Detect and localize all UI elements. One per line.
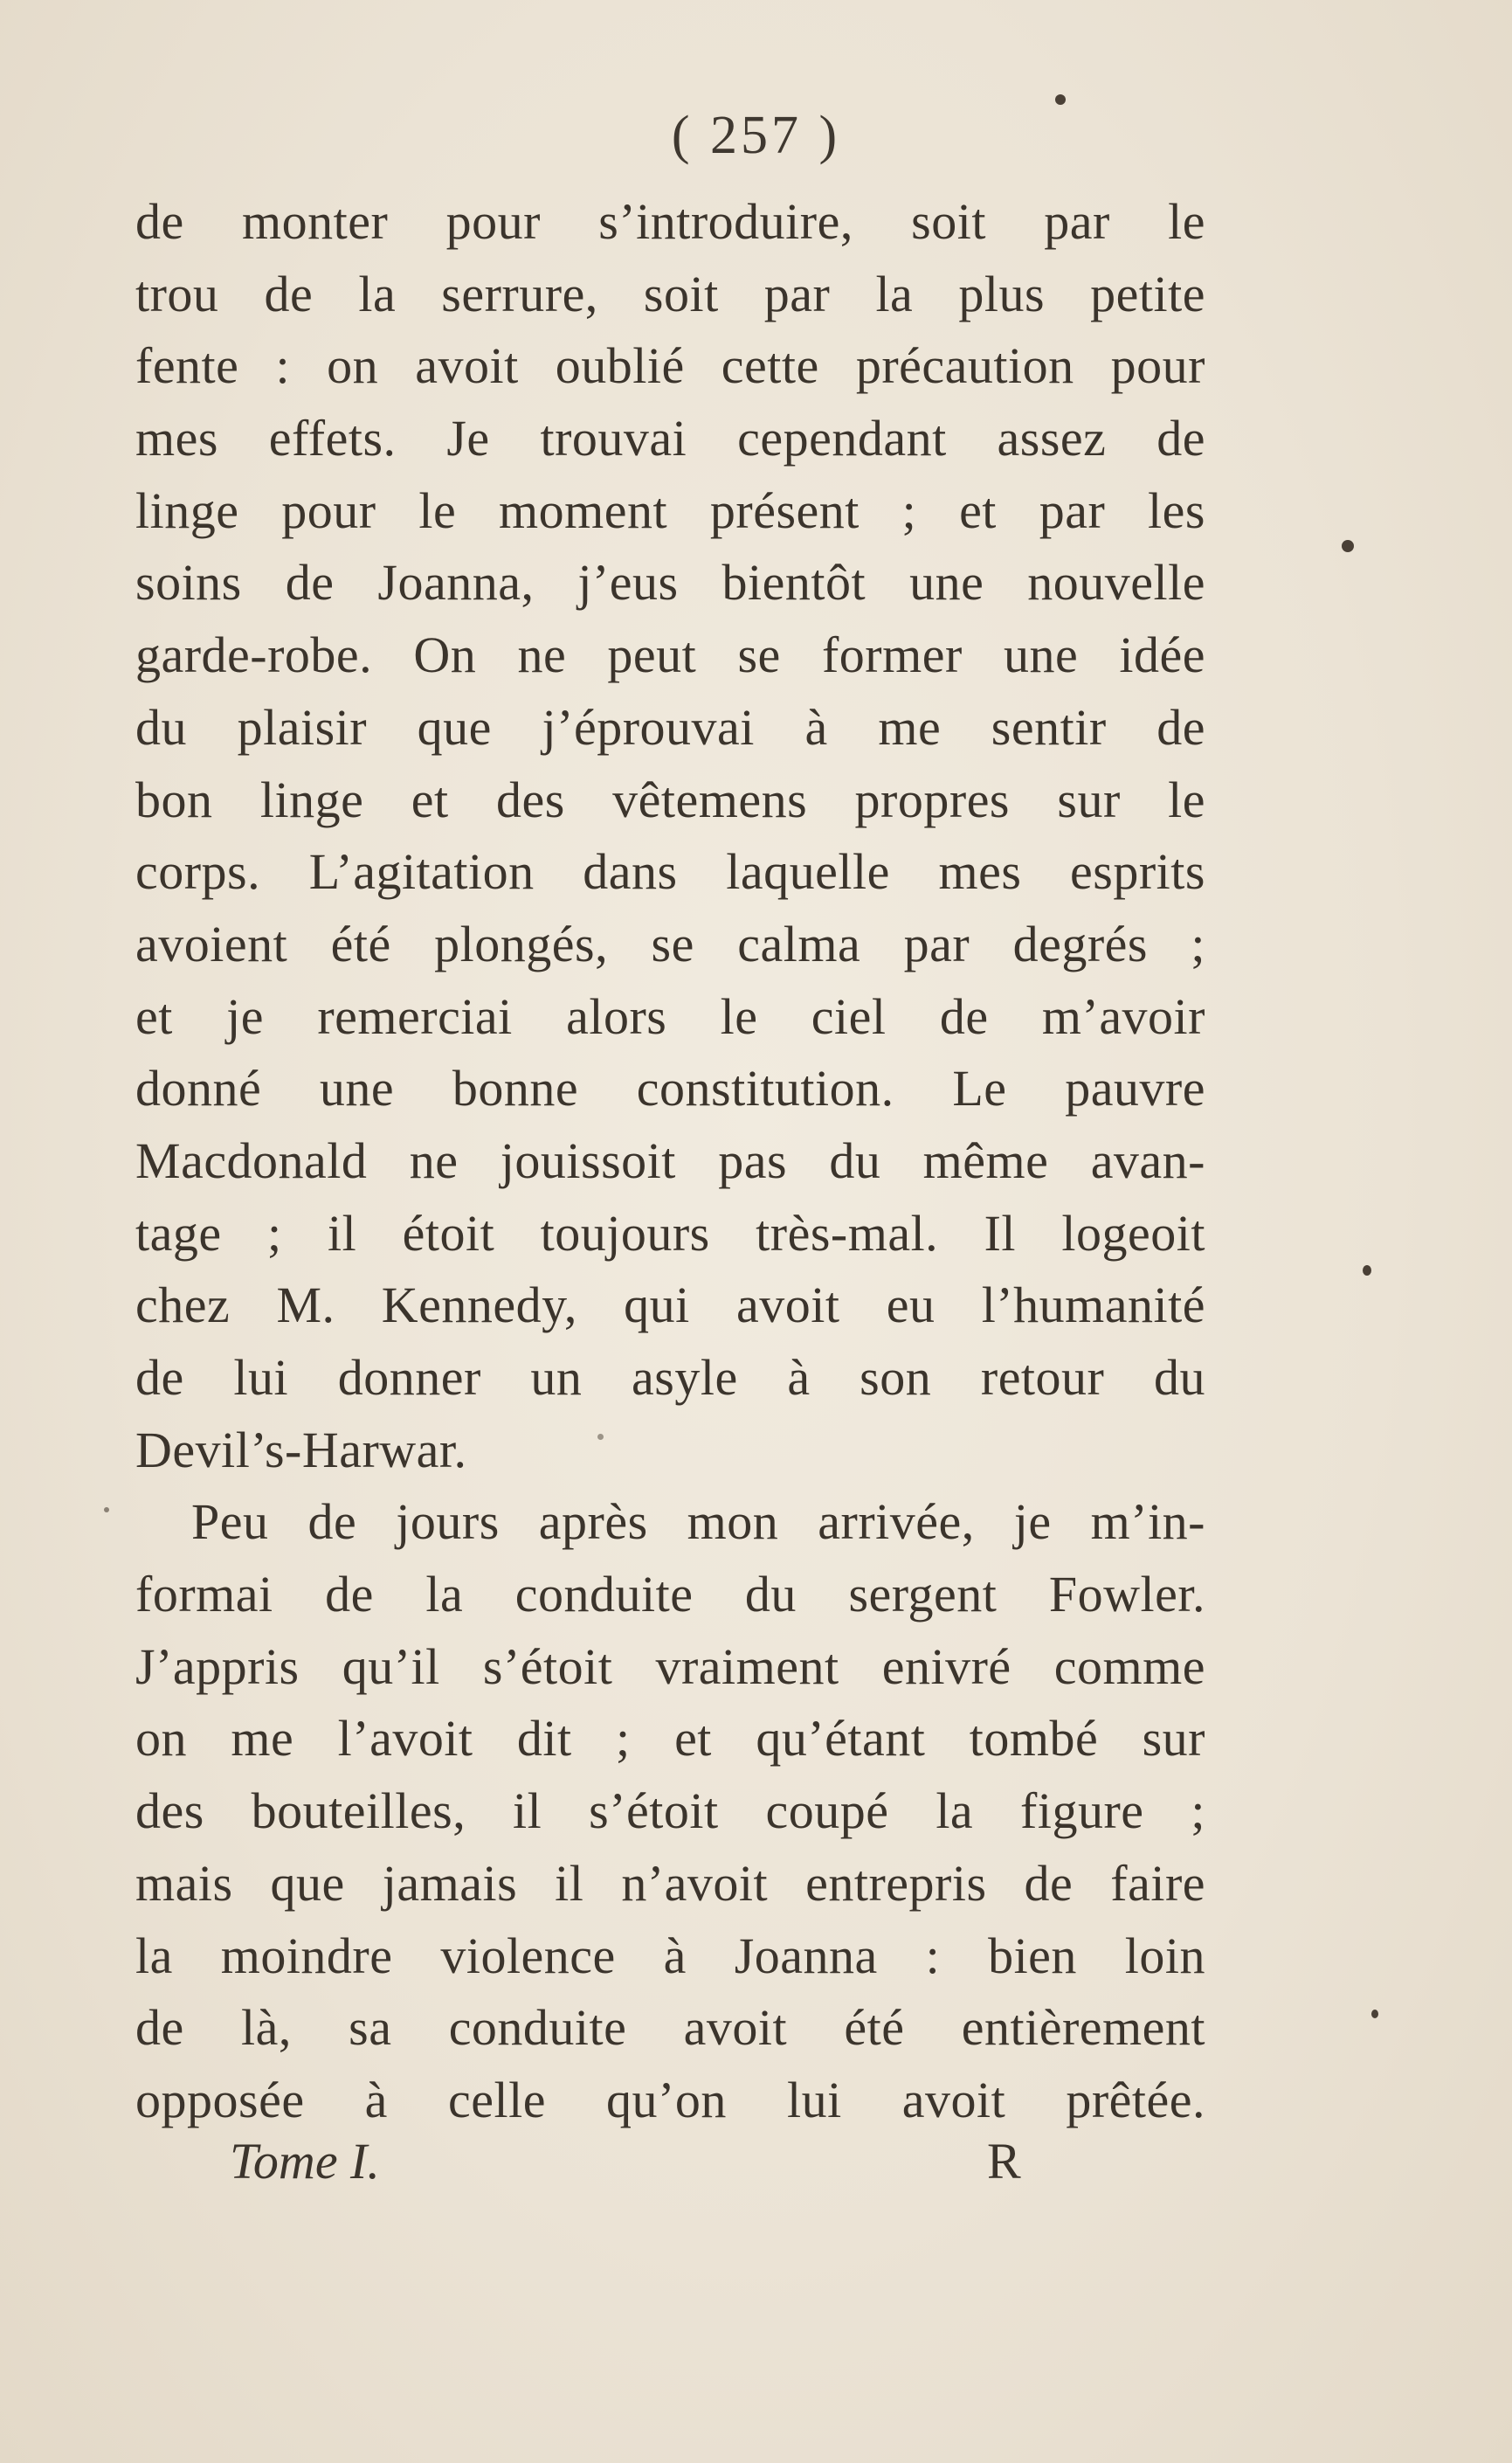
text-line: des bouteilles, il s’étoit coupé la figure ; <box>135 1782 1205 1840</box>
text-line: mes effets. Je trouvai cependant assez de <box>135 410 1205 467</box>
text-line: on me l’avoit dit ; et qu’étant tombé sur <box>135 1710 1205 1768</box>
paper-speck <box>104 1507 109 1512</box>
text-line: chez M. Kennedy, qui avoit eu l’humanité <box>135 1276 1205 1334</box>
text-line: donné une bonne constitution. Le pauvre <box>135 1060 1205 1117</box>
text-line: bon linge et des vêtemens propres sur le <box>135 771 1205 828</box>
text-line: avoient été plongés, se calma par degrés ; <box>135 915 1205 972</box>
text-line: la moindre violence à Joanna : bien loin <box>135 1927 1205 1984</box>
text-line: de lui donner un asyle à son retour du <box>135 1349 1205 1406</box>
page-footer <box>0 2132 1512 2202</box>
text-line: et je remerciai alors le ciel de m’avoir <box>135 987 1205 1045</box>
text-line: opposée à celle qu’on lui avoit prêtée. <box>135 2071 1205 2128</box>
text-line: soins de Joanna, j’eus bientôt une nouvelle <box>135 554 1205 612</box>
text-line: fente : on avoit oublié cette précaution pour <box>135 337 1205 395</box>
text-line: J’appris qu’il s’étoit vraiment enivré comme <box>135 1637 1205 1695</box>
volume-label: Tome I. <box>230 2133 380 2190</box>
text-line: trou de la serrure, soit par la plus petite <box>135 265 1205 322</box>
paper-speck <box>1055 94 1066 105</box>
paper-speck <box>1363 1265 1371 1276</box>
text-line: mais que jamais il n’avoit entrepris de faire <box>135 1854 1205 1912</box>
text-line: tage ; il étoit toujours très-mal. Il logeoit <box>135 1204 1205 1262</box>
text-line: formai de la conduite du sergent Fowler. <box>135 1566 1205 1623</box>
paper-speck <box>1371 2010 1378 2018</box>
text-line: du plaisir que j’éprouvai à me sentir de <box>135 698 1205 756</box>
text-line: garde-robe. On ne peut se former une idée <box>135 626 1205 684</box>
text-line: Macdonald ne jouissoit pas du même avan- <box>135 1131 1205 1189</box>
text-line: Devil’s-Harwar. <box>135 1421 467 1478</box>
text-line: corps. L’agitation dans laquelle mes esprits <box>135 843 1205 901</box>
text-line: Peu de jours après mon arrivée, je m’in- <box>191 1493 1205 1551</box>
text-line: de monter pour s’introduire, soit par le <box>135 193 1205 250</box>
page-number: ( 257 ) <box>671 106 841 165</box>
paper-speck <box>597 1434 604 1440</box>
text-line: de là, sa conduite avoit été entièrement <box>135 1999 1205 2057</box>
paper-speck <box>1342 540 1354 552</box>
signature-mark: R <box>987 2133 1021 2190</box>
text-line: linge pour le moment présent ; et par les <box>135 481 1205 539</box>
body-text <box>135 186 1205 2137</box>
